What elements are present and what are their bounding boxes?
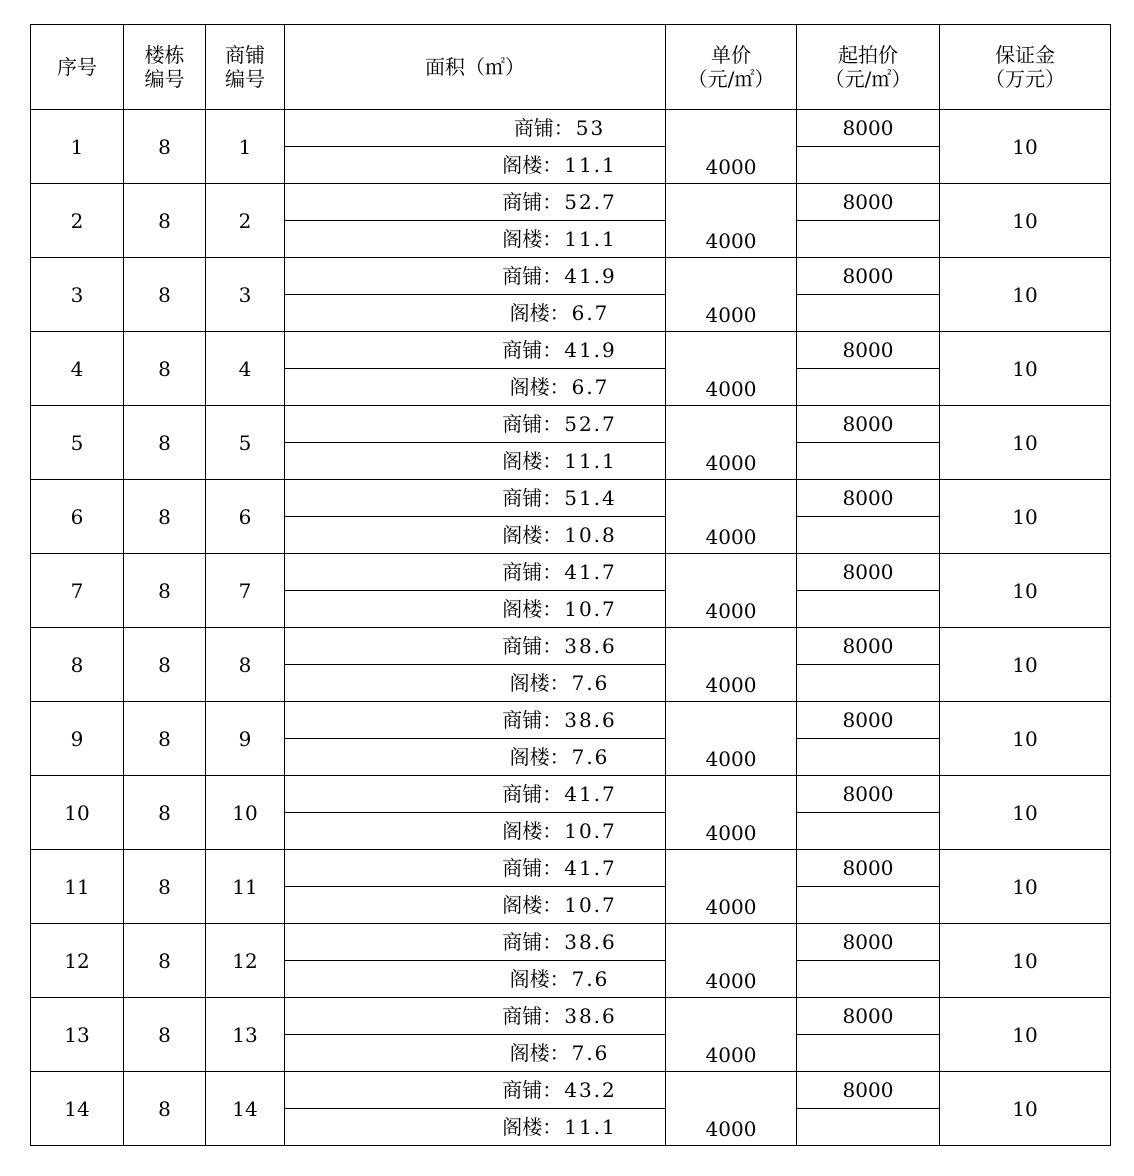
cell-seq: 10	[31, 776, 124, 850]
cell-seq: 4	[31, 332, 124, 406]
cell-unit-price: 4000	[666, 110, 797, 184]
loft-area-label: 阁楼：	[502, 523, 563, 547]
cell-deposit: 10	[940, 184, 1111, 258]
loft-area-value: 11.1	[564, 153, 617, 177]
cell-shop-area	[285, 1072, 666, 1109]
cell-seq: 3	[31, 258, 124, 332]
cell-building: 8	[124, 406, 206, 480]
cell-shop-area	[285, 998, 666, 1035]
cell-shop-no: 7	[206, 554, 285, 628]
cell-loft-area	[285, 443, 666, 480]
loft-area-value: 7.6	[571, 671, 610, 695]
cell-unit-price: 4000	[666, 332, 797, 406]
cell-start-price-empty	[797, 517, 940, 554]
loft-area-label: 阁楼：	[509, 1041, 570, 1065]
cell-unit-price: 4000	[666, 554, 797, 628]
header-area: 面积（㎡）	[285, 25, 666, 110]
cell-deposit: 10	[940, 1072, 1111, 1146]
cell-shop-area	[285, 480, 666, 517]
cell-shop-no: 11	[206, 850, 285, 924]
cell-shop-area	[285, 184, 666, 221]
cell-start-price: 8000	[797, 480, 940, 517]
cell-seq: 5	[31, 406, 124, 480]
cell-building: 8	[124, 776, 206, 850]
cell-shop-no: 14	[206, 1072, 285, 1146]
cell-start-price-empty	[797, 665, 940, 702]
cell-seq: 6	[31, 480, 124, 554]
cell-shop-no: 2	[206, 184, 285, 258]
cell-start-price-empty	[797, 591, 940, 628]
loft-area-value: 11.1	[564, 227, 617, 251]
shop-area-label: 商铺：	[502, 1004, 563, 1028]
cell-start-price-empty	[797, 1035, 940, 1072]
cell-shop-no: 10	[206, 776, 285, 850]
shop-area-label: 商铺：	[502, 412, 563, 436]
cell-building: 8	[124, 554, 206, 628]
loft-area-label: 阁楼：	[509, 375, 570, 399]
cell-start-price: 8000	[797, 850, 940, 887]
cell-building: 8	[124, 480, 206, 554]
loft-area-value: 10.7	[564, 597, 617, 621]
cell-shop-no: 6	[206, 480, 285, 554]
table-row	[31, 258, 1111, 295]
shop-area-value: 52.7	[564, 412, 617, 436]
loft-area-label: 阁楼：	[502, 227, 563, 251]
shop-area-label: 商铺：	[502, 560, 563, 584]
cell-loft-area	[285, 517, 666, 554]
cell-building: 8	[124, 850, 206, 924]
cell-deposit: 10	[940, 554, 1111, 628]
header-building: 楼栋 编号	[124, 25, 206, 110]
cell-start-price-empty	[797, 961, 940, 998]
cell-loft-area	[285, 1109, 666, 1146]
table-row	[31, 406, 1111, 443]
loft-area-label: 阁楼：	[509, 671, 570, 695]
cell-deposit: 10	[940, 480, 1111, 554]
cell-seq: 7	[31, 554, 124, 628]
cell-shop-no: 4	[206, 332, 285, 406]
shop-area-label: 商铺：	[502, 1078, 563, 1102]
loft-area-value: 7.6	[571, 1041, 610, 1065]
table-row	[31, 998, 1111, 1035]
header-start-price: 起拍价 （元/㎡）	[797, 25, 940, 110]
shop-area-label: 商铺：	[502, 930, 563, 954]
cell-deposit: 10	[940, 258, 1111, 332]
shop-area-value: 41.7	[564, 782, 617, 806]
cell-deposit: 10	[940, 332, 1111, 406]
cell-shop-no: 5	[206, 406, 285, 480]
cell-shop-area	[285, 924, 666, 961]
cell-loft-area	[285, 221, 666, 258]
shop-area-label: 商铺：	[502, 634, 563, 658]
cell-building: 8	[124, 1072, 206, 1146]
cell-shop-area	[285, 628, 666, 665]
cell-deposit: 10	[940, 406, 1111, 480]
header-row	[31, 25, 1111, 110]
table-row	[31, 776, 1111, 813]
cell-start-price-empty	[797, 443, 940, 480]
cell-shop-area	[285, 702, 666, 739]
cell-loft-area	[285, 813, 666, 850]
cell-seq: 14	[31, 1072, 124, 1146]
cell-building: 8	[124, 332, 206, 406]
cell-unit-price: 4000	[666, 258, 797, 332]
cell-deposit: 10	[940, 776, 1111, 850]
cell-unit-price: 4000	[666, 998, 797, 1072]
loft-area-label: 阁楼：	[502, 153, 563, 177]
table-row	[31, 480, 1111, 517]
auction-table	[30, 24, 1111, 1146]
cell-loft-area	[285, 665, 666, 702]
cell-start-price: 8000	[797, 924, 940, 961]
shop-area-value: 51.4	[564, 486, 617, 510]
shop-area-value: 53	[575, 116, 606, 140]
table-row	[31, 924, 1111, 961]
shop-area-value: 38.6	[564, 634, 617, 658]
cell-start-price-empty	[797, 739, 940, 776]
cell-shop-area	[285, 406, 666, 443]
cell-start-price-empty	[797, 813, 940, 850]
loft-area-value: 7.6	[571, 967, 610, 991]
cell-shop-area	[285, 850, 666, 887]
cell-unit-price: 4000	[666, 406, 797, 480]
cell-building: 8	[124, 628, 206, 702]
cell-shop-no: 9	[206, 702, 285, 776]
cell-start-price-empty	[797, 369, 940, 406]
cell-seq: 2	[31, 184, 124, 258]
cell-start-price: 8000	[797, 628, 940, 665]
cell-deposit: 10	[940, 998, 1111, 1072]
loft-area-value: 10.7	[564, 893, 617, 917]
cell-start-price: 8000	[797, 702, 940, 739]
cell-start-price: 8000	[797, 332, 940, 369]
cell-unit-price: 4000	[666, 628, 797, 702]
shop-area-label: 商铺：	[502, 486, 563, 510]
header-deposit: 保证金 （万元）	[940, 25, 1111, 110]
cell-start-price: 8000	[797, 998, 940, 1035]
loft-area-label: 阁楼：	[509, 301, 570, 325]
shop-area-value: 43.2	[564, 1078, 617, 1102]
cell-shop-no: 3	[206, 258, 285, 332]
table-row	[31, 332, 1111, 369]
loft-area-label: 阁楼：	[502, 1115, 563, 1139]
table-body	[31, 110, 1111, 1146]
shop-area-label: 商铺：	[513, 116, 574, 140]
cell-seq: 12	[31, 924, 124, 998]
cell-shop-area	[285, 554, 666, 591]
cell-start-price: 8000	[797, 776, 940, 813]
table-row	[31, 184, 1111, 221]
loft-area-label: 阁楼：	[502, 449, 563, 473]
cell-building: 8	[124, 924, 206, 998]
cell-seq: 11	[31, 850, 124, 924]
cell-seq: 13	[31, 998, 124, 1072]
cell-unit-price: 4000	[666, 776, 797, 850]
cell-loft-area	[285, 739, 666, 776]
cell-loft-area	[285, 147, 666, 184]
shop-area-value: 38.6	[564, 1004, 617, 1028]
cell-deposit: 10	[940, 924, 1111, 998]
cell-shop-area	[285, 110, 666, 147]
cell-unit-price: 4000	[666, 850, 797, 924]
cell-building: 8	[124, 998, 206, 1072]
cell-shop-no: 12	[206, 924, 285, 998]
loft-area-value: 7.6	[571, 745, 610, 769]
cell-loft-area	[285, 961, 666, 998]
loft-area-value: 10.8	[564, 523, 617, 547]
shop-area-label: 商铺：	[502, 782, 563, 806]
shop-area-label: 商铺：	[502, 856, 563, 880]
cell-unit-price: 4000	[666, 480, 797, 554]
cell-loft-area	[285, 1035, 666, 1072]
shop-area-label: 商铺：	[502, 190, 563, 214]
cell-deposit: 10	[940, 850, 1111, 924]
loft-area-value: 6.7	[571, 375, 610, 399]
cell-start-price: 8000	[797, 184, 940, 221]
cell-shop-area	[285, 332, 666, 369]
shop-area-value: 41.9	[564, 264, 617, 288]
cell-deposit: 10	[940, 702, 1111, 776]
table-row	[31, 1072, 1111, 1109]
loft-area-label: 阁楼：	[502, 819, 563, 843]
shop-area-value: 38.6	[564, 930, 617, 954]
cell-unit-price: 4000	[666, 1072, 797, 1146]
table-row	[31, 110, 1111, 147]
cell-loft-area	[285, 591, 666, 628]
loft-area-value: 10.7	[564, 819, 617, 843]
cell-start-price-empty	[797, 295, 940, 332]
cell-seq: 1	[31, 110, 124, 184]
shop-area-label: 商铺：	[502, 264, 563, 288]
header-shop: 商铺 编号	[206, 25, 285, 110]
cell-deposit: 10	[940, 110, 1111, 184]
cell-start-price-empty	[797, 221, 940, 258]
cell-seq: 9	[31, 702, 124, 776]
cell-building: 8	[124, 702, 206, 776]
cell-unit-price: 4000	[666, 924, 797, 998]
shop-area-value: 41.7	[564, 856, 617, 880]
loft-area-value: 11.1	[564, 449, 617, 473]
loft-area-value: 11.1	[564, 1115, 617, 1139]
cell-shop-no: 8	[206, 628, 285, 702]
cell-start-price: 8000	[797, 1072, 940, 1109]
table-row	[31, 702, 1111, 739]
cell-shop-no: 13	[206, 998, 285, 1072]
cell-start-price: 8000	[797, 554, 940, 591]
cell-start-price: 8000	[797, 110, 940, 147]
cell-start-price-empty	[797, 887, 940, 924]
cell-seq: 8	[31, 628, 124, 702]
shop-area-label: 商铺：	[502, 708, 563, 732]
table-row	[31, 554, 1111, 591]
cell-shop-area	[285, 258, 666, 295]
loft-area-label: 阁楼：	[509, 967, 570, 991]
cell-loft-area	[285, 887, 666, 924]
loft-area-label: 阁楼：	[502, 597, 563, 621]
cell-shop-no: 1	[206, 110, 285, 184]
cell-start-price-empty	[797, 147, 940, 184]
cell-building: 8	[124, 258, 206, 332]
cell-loft-area	[285, 369, 666, 406]
cell-loft-area	[285, 295, 666, 332]
cell-start-price: 8000	[797, 258, 940, 295]
cell-building: 8	[124, 110, 206, 184]
table-row	[31, 628, 1111, 665]
loft-area-label: 阁楼：	[502, 893, 563, 917]
table-row	[31, 850, 1111, 887]
cell-building: 8	[124, 184, 206, 258]
shop-area-value: 52.7	[564, 190, 617, 214]
shop-area-value: 41.7	[564, 560, 617, 584]
cell-unit-price: 4000	[666, 184, 797, 258]
cell-shop-area	[285, 776, 666, 813]
header-unit-price: 单价 （元/㎡）	[666, 25, 797, 110]
cell-start-price: 8000	[797, 406, 940, 443]
cell-unit-price: 4000	[666, 702, 797, 776]
shop-area-value: 38.6	[564, 708, 617, 732]
header-seq: 序号	[31, 25, 124, 110]
shop-area-label: 商铺：	[502, 338, 563, 362]
cell-start-price-empty	[797, 1109, 940, 1146]
shop-area-value: 41.9	[564, 338, 617, 362]
loft-area-value: 6.7	[571, 301, 610, 325]
loft-area-label: 阁楼：	[509, 745, 570, 769]
cell-deposit: 10	[940, 628, 1111, 702]
